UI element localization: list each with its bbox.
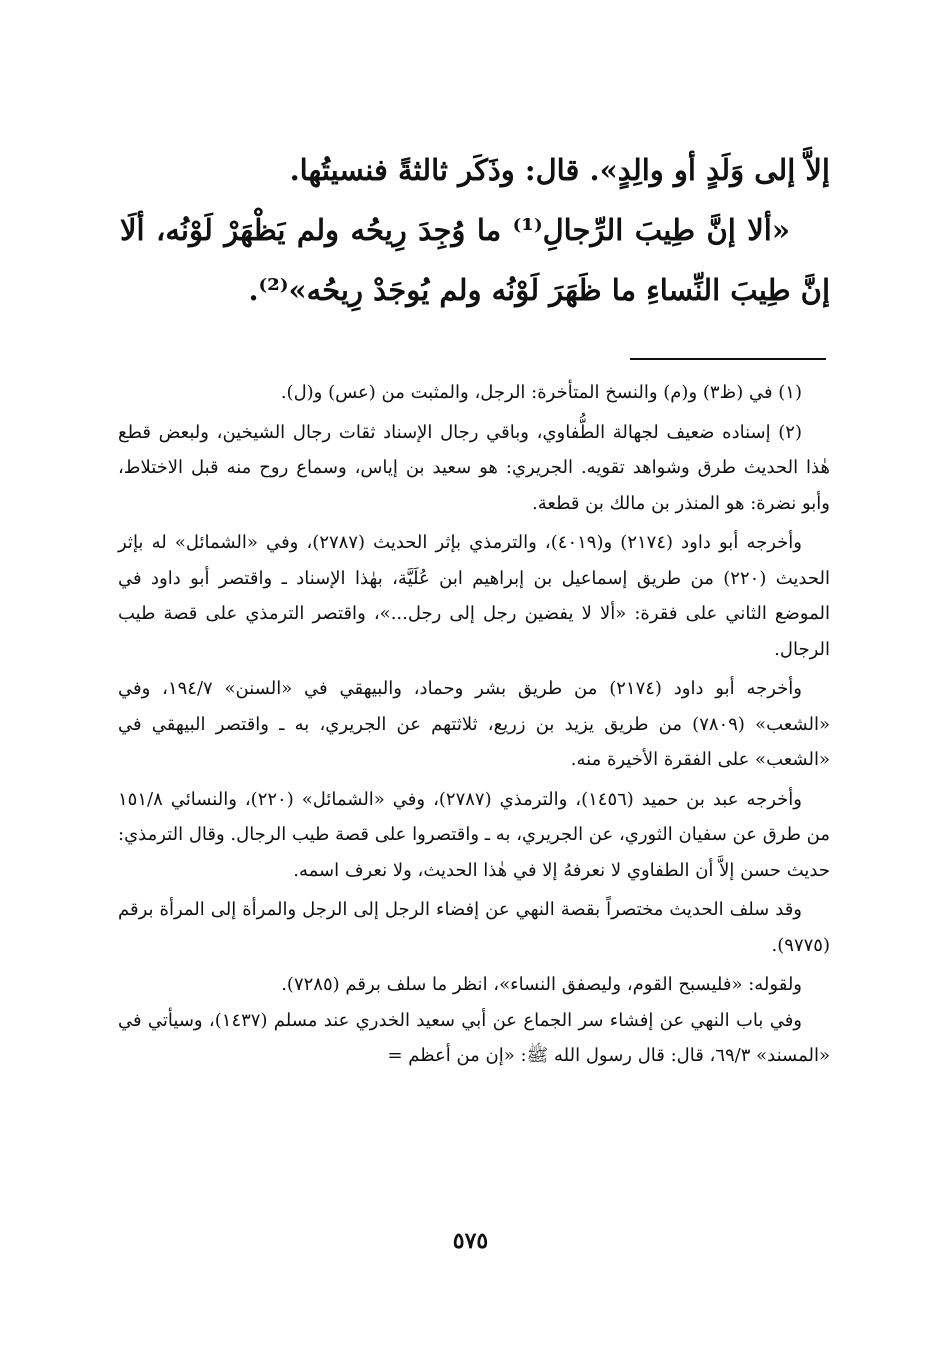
main-text [120,140,830,320]
footnote-2-paragraph-6: ولقوله: «فليسبح القوم، وليصفق النساء»، انظر ما سلف برقم (٧٢٨٥). [281,974,802,995]
page-number: ٥٧٥ [452,1228,489,1254]
main-text-hadith: «ألا إنَّ طِيبَ الرِّجالِ⁽¹⁾ ما وُجِدَ رِيحُه ولم يَظْهَرْ لَوْنُه، ألَا إنَّ طِيبَ النِّساءِ ما ظَهَرَ لَوْنُه ولم يُوجَدْ رِيحُه»⁽²⁾. [120,213,830,307]
footnotes [118,375,830,1074]
footnote-2-paragraph-7: وفي باب النهي عن إفشاء سر الجماع عن أبي سعيد الخدري عند مسلم (١٤٣٧)، وسيأتي في «المسند» ٦٩/٣، قال: قال رسول الله ﷺ: «إن من أعظم = [118,1009,830,1066]
footnote-2-paragraph-1: (٢) إسناده ضعيف لجهالة الطُّفاوي، وباقي رجال الإسناد ثقات رجال الشيخين، ولبعض قطع هٰذا الحديث طرق وشواهد تقويه. الجريري: هو سعيد بن إياس، وسماع روح منه قبل الاختلاط، وأبو نضرة: هو المنذر بن مالك بن قطعة. [118,421,830,514]
footnote-2-paragraph-2: وأخرجه أبو داود (٢١٧٤) و(٤٠١٩)، والترمذي بإثر الحديث (٢٧٨٧)، وفي «الشمائل» له بإثر الحديث (٢٢٠) من طريق إسماعيل بن إبراهيم ابن عُلَيَّة، بهٰذا الإسناد ـ واقتصر أبو داود في الموضع الثاني على فقرة: «ألا لا يفضين رجل إلى رجل...»، واقتصر الترمذي على قصة طيب الرجال. [118,532,830,660]
footnote-1: (١) في (ظ٣) و(م) والنسخ المتأخرة: الرجل، والمثبت من (عس) و(ل). [280,382,802,403]
footnote-2-paragraph-3: وأخرجه أبو داود (٢١٧٤) من طريق بشر وحماد، والبيهقي في «السنن» ١٩٤/٧، وفي «الشعب» (٧٨٠٩) من طريق يزيد بن زريع، ثلاثتهم عن الجريري، به ـ واقتصر البيهقي في «الشعب» على الفقرة الأخيرة منه. [118,678,831,770]
footnote-separator [630,358,826,360]
footnote-2-paragraph-5: وقد سلف الحديث مختصراً بقصة النهي عن إفضاء الرجل إلى الرجل والمرأة إلى المرأة برقم (٩٧٧٥). [118,899,830,956]
main-text-line-1: إلاَّ إلى وَلَدٍ أو والِدٍ». قال: وذَكَر ثالثةً فنسيتُها. [289,153,830,187]
footnote-2-paragraph-4: وأخرجه عبد بن حميد (١٤٥٦)، والترمذي (٢٧٨٧)، وفي «الشمائل» (٢٢٠)، والنسائي ١٥١/٨ من طرق عن سفيان الثوري، عن الجريري، به ـ واقتصروا على قصة طيب الرجال. وقال الترمذي: حديث حسن إلاَّ أن الطفاوي لا نعرفهُ إلا في هٰذا الحديث، ولا نعرف اسمه. [118,788,830,881]
